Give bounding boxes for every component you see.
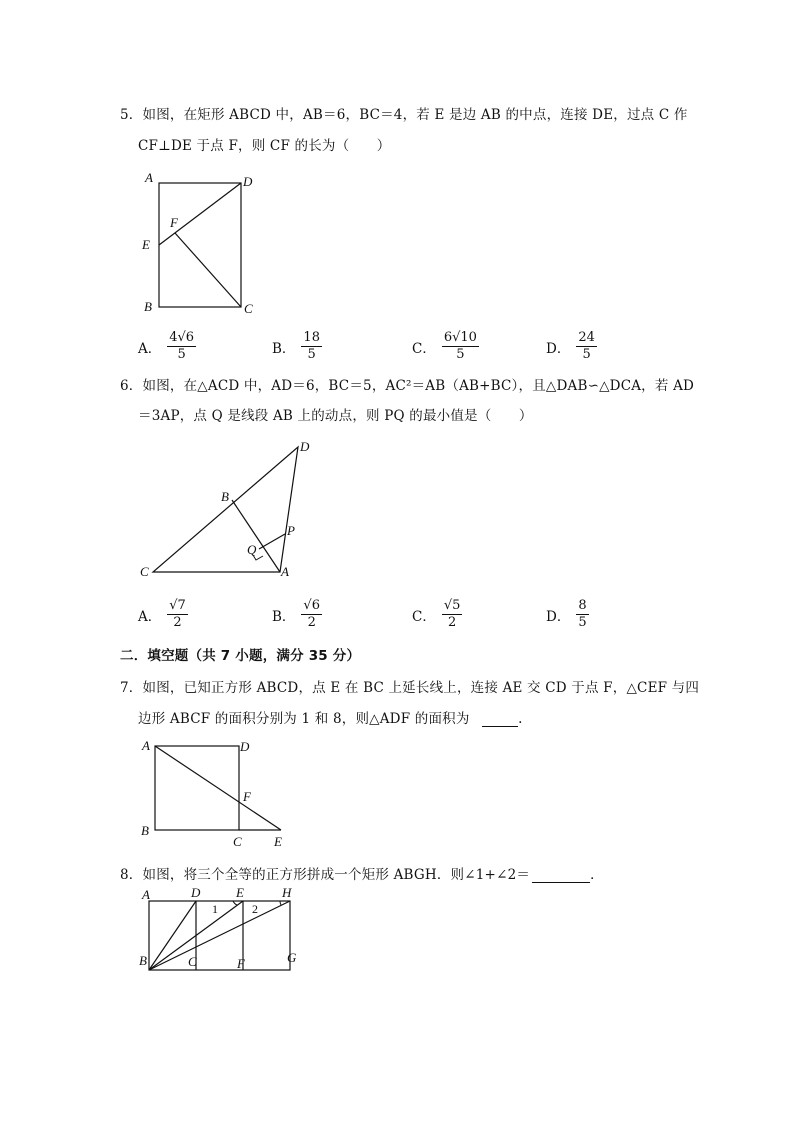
q6-option-a[interactable] (138, 598, 188, 631)
q7-label-a: A (142, 738, 150, 753)
q6-option-d-key: D． (546, 608, 571, 625)
q8-label-a: A (142, 887, 150, 902)
q5-option-c-frac (442, 330, 479, 363)
q5-option-b-key: B． (272, 340, 296, 357)
q7-label-d: D (240, 739, 250, 754)
q6-option-c[interactable] (412, 598, 462, 631)
q5-option-d[interactable] (546, 330, 597, 363)
q6-option-b[interactable] (272, 598, 322, 631)
q8-figure (136, 884, 336, 974)
q5-label-b: B (144, 299, 152, 314)
q8-label-e: E (236, 885, 244, 900)
q6-option-b-key: B． (272, 608, 296, 625)
q5-option-d-frac (576, 330, 597, 363)
q6-option-d-num: 8 (578, 598, 587, 613)
q5-option-a-frac (167, 330, 196, 363)
q6-label-d: D (300, 439, 310, 454)
q6-option-a-key: A． (138, 608, 162, 625)
q6-option-c-key: C． (412, 608, 436, 625)
q7-text-line2 (138, 707, 523, 727)
q5-option-c-key: C． (412, 340, 436, 357)
q6-option-a-frac (167, 598, 188, 631)
q7-label-e: E (274, 834, 282, 849)
q5-option-a-key: A． (138, 340, 162, 357)
q6-option-c-den: 2 (447, 615, 457, 630)
q7-text-line2-end: . (518, 711, 523, 727)
q8-label-angle2: 2 (252, 902, 258, 916)
q8-label-angle1: 1 (212, 902, 218, 916)
section-2-title: 二．填空题（共 7 小题，满分 35 分） (120, 648, 361, 664)
q6-label-a: A (281, 564, 289, 579)
q5-option-b-den: 5 (307, 347, 316, 362)
q6-label-c: C (140, 564, 149, 579)
q8-label-g: G (287, 950, 297, 965)
q7-answer-blank[interactable] (482, 726, 518, 727)
q5-option-d-den: 5 (582, 347, 591, 362)
q8-text-line1-end: ． (590, 867, 604, 883)
q6-label-b: B (221, 489, 229, 504)
q6-option-a-num: √7 (169, 598, 186, 613)
q6-label-p: P (287, 523, 295, 538)
q7-text-line2-main: 边形 ABCF 的面积分别为 1 和 8，则△ADF 的面积为 (138, 711, 470, 727)
q8-label-h: H (282, 885, 292, 900)
q5-option-c-num: 6√10 (443, 330, 477, 345)
q6-text-line1: 6．如图，在△ACD 中，AD＝6，BC＝5，AC²＝AB（AB+BC），且△DAB∽△DCA，若 AD (120, 378, 695, 394)
q8-answer-blank[interactable] (532, 882, 590, 883)
q5-label-c: C (244, 301, 253, 316)
q5-figure (130, 165, 270, 325)
q7-label-b: B (141, 823, 149, 838)
q5-option-a-den: 5 (177, 347, 186, 362)
q5-option-d-num: 24 (578, 330, 595, 345)
q6-option-b-den: 2 (307, 615, 316, 630)
q6-option-c-num: √5 (443, 598, 461, 613)
q5-option-b-frac (301, 330, 322, 363)
q6-option-a-den: 2 (173, 615, 182, 630)
q7-text-line1: 7．如图，已知正方形 ABCD，点 E 在 BC 上延长线上，连接 AE 交 CD 于点 F，△CEF 与四 (120, 680, 700, 696)
q5-label-f: F (170, 215, 178, 230)
q5-option-a[interactable] (138, 330, 196, 363)
q7-figure (138, 737, 298, 852)
q6-label-q: Q (247, 542, 257, 557)
q8-text-line1 (120, 863, 604, 883)
q5-text-line1: 5．如图，在矩形 ABCD 中，AB＝6，BC＝4，若 E 是边 AB 的中点，连接 DE，过点 C 作 (120, 107, 688, 123)
q6-option-d-den: 5 (578, 615, 587, 630)
q5-label-d: D (243, 174, 253, 189)
q8-label-b: B (139, 953, 147, 968)
q5-option-a-num: 4√6 (169, 330, 195, 345)
q5-option-b[interactable] (272, 330, 322, 363)
q6-option-d[interactable] (546, 598, 589, 631)
q5-label-a: A (145, 170, 153, 185)
q6-option-b-num: √6 (303, 598, 320, 613)
q6-option-b-frac (301, 598, 322, 631)
q8-label-d: D (191, 885, 201, 900)
q5-option-b-num: 18 (303, 330, 320, 345)
q5-label-e: E (142, 237, 150, 252)
q7-label-f: F (243, 789, 251, 804)
q7-label-c: C (233, 834, 242, 849)
q8-label-c: C (188, 954, 197, 969)
q6-figure (135, 435, 335, 585)
q6-option-c-frac (442, 598, 463, 631)
q8-label-f: F (237, 956, 245, 971)
q8-text-line1-main: 8．如图，将三个全等的正方形拼成一个矩形 ABGH．则∠1+∠2＝ (120, 867, 531, 883)
q5-option-c-den: 5 (456, 347, 465, 362)
q6-text-line2: ＝3AP，点 Q 是线段 AB 上的动点，则 PQ 的最小值是（ ） (138, 408, 533, 424)
q6-option-d-frac (576, 598, 588, 631)
q5-text-line2: CF⊥DE 于点 F，则 CF 的长为（ ） (138, 138, 391, 154)
q5-option-c[interactable] (412, 330, 479, 363)
q5-option-d-key: D． (546, 340, 571, 357)
